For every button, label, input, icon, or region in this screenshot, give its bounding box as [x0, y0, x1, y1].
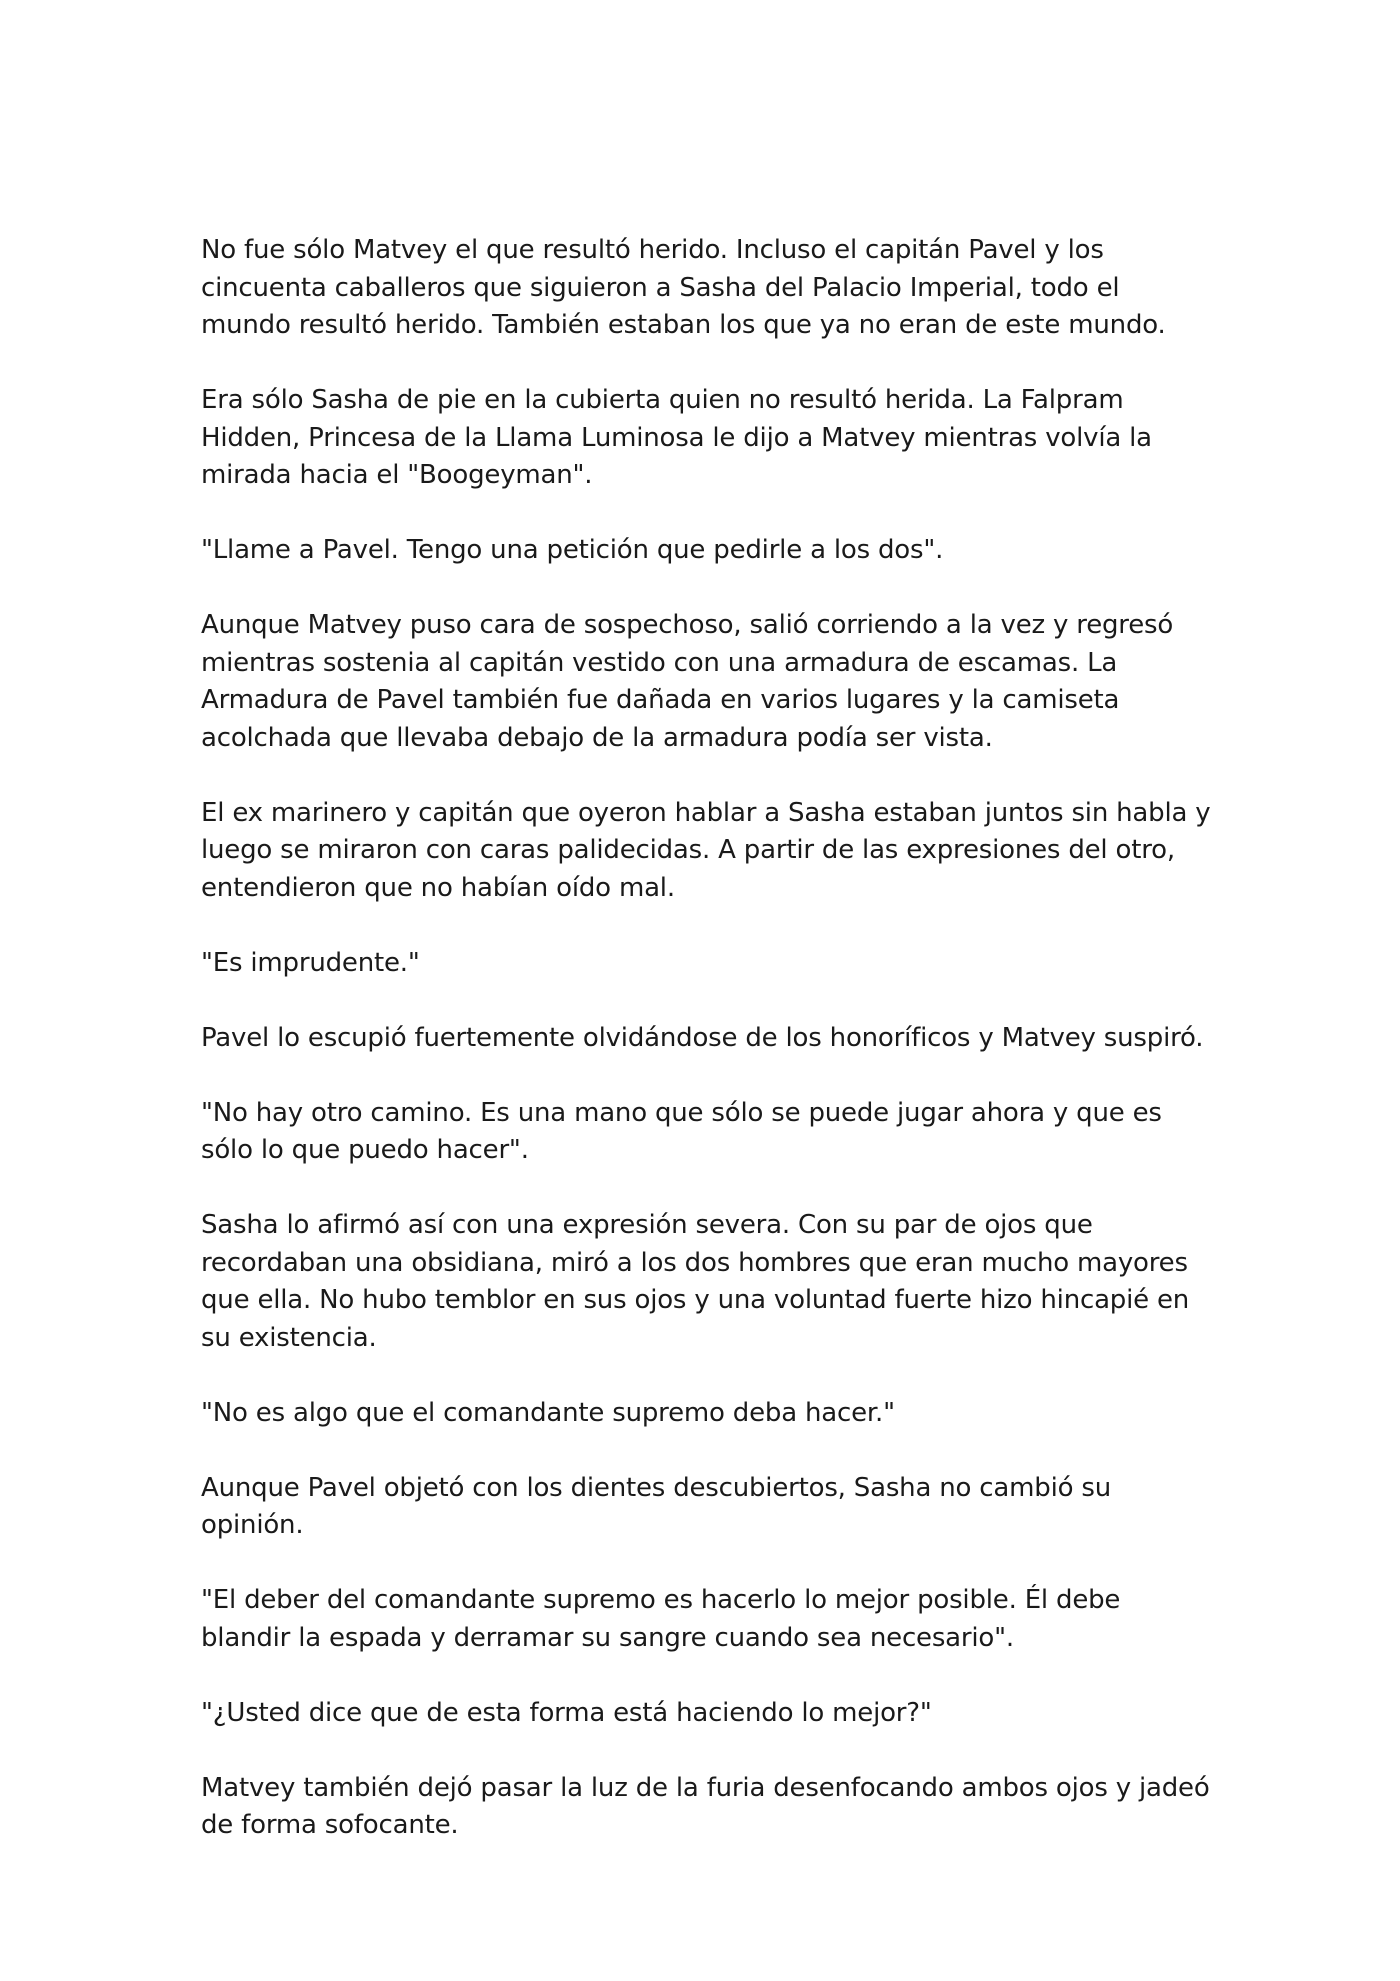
- paragraph-1: No fue sólo Matvey el que resultó herido. Incluso el capitán Pavel y los cincuenta caballeros que siguieron a Sasha del Palacio Imperial, todo el mundo resultó herido. También estaban los que ya no eran de este mundo.: [201, 235, 1166, 340]
- document-body: [201, 232, 1211, 1845]
- paragraph-12: "El deber del comandante supremo es hacerlo lo mejor posible. Él debe blandir la espada y derramar su sangre cuando sea necesario".: [201, 1585, 1121, 1653]
- paragraph-2: Era sólo Sasha de pie en la cubierta quien no resultó herida. La Falpram Hidden, Princesa de la Llama Luminosa le dijo a Matvey mientras volvía la mirada hacia el "Boogeyman".: [201, 385, 1152, 490]
- paragraph-7: Pavel lo escupió fuertemente olvidándose de los honoríficos y Matvey suspiró.: [201, 1022, 1204, 1053]
- paragraph-14: Matvey también dejó pasar la luz de la furia desenfocando ambos ojos y jadeó de forma sofocante.: [201, 1772, 1210, 1840]
- paragraph-3: "Llame a Pavel. Tengo una petición que pedirle a los dos".: [201, 535, 944, 565]
- paragraph-6: "Es imprudente.": [201, 947, 420, 978]
- paragraph-5: El ex marinero y capitán que oyeron hablar a Sasha estaban juntos sin habla y luego se miraron con caras palidecidas. A partir de las expresiones del otro, entendieron que no habían oído mal.: [201, 797, 1211, 903]
- paragraph-11: Aunque Pavel objetó con los dientes descubiertos, Sasha no cambió su opinión.: [201, 1472, 1111, 1540]
- paragraph-4: Aunque Matvey puso cara de sospechoso, salió corriendo a la vez y regresó mientras sostenia al capitán vestido con una armadura de escamas. La Armadura de Pavel también fue dañada en varios lugares y la camiseta acolchada que llevaba debajo de la armadura podía ser vista.: [201, 610, 1174, 753]
- paragraph-8: "No hay otro camino. Es una mano que sólo se puede jugar ahora y que es sólo lo que puedo hacer".: [201, 1097, 1162, 1165]
- paragraph-9: Sasha lo afirmó así con una expresión severa. Con su par de ojos que recordaban una obsidiana, miró a los dos hombres que eran mucho mayores que ella. No hubo temblor en sus ojos y una voluntad fuerte hizo hincapié en su existencia.: [201, 1210, 1190, 1353]
- paragraph-13: "¿Usted dice que de esta forma está haciendo lo mejor?": [201, 1697, 932, 1728]
- paragraph-10: "No es algo que el comandante supremo deba hacer.": [201, 1397, 895, 1428]
